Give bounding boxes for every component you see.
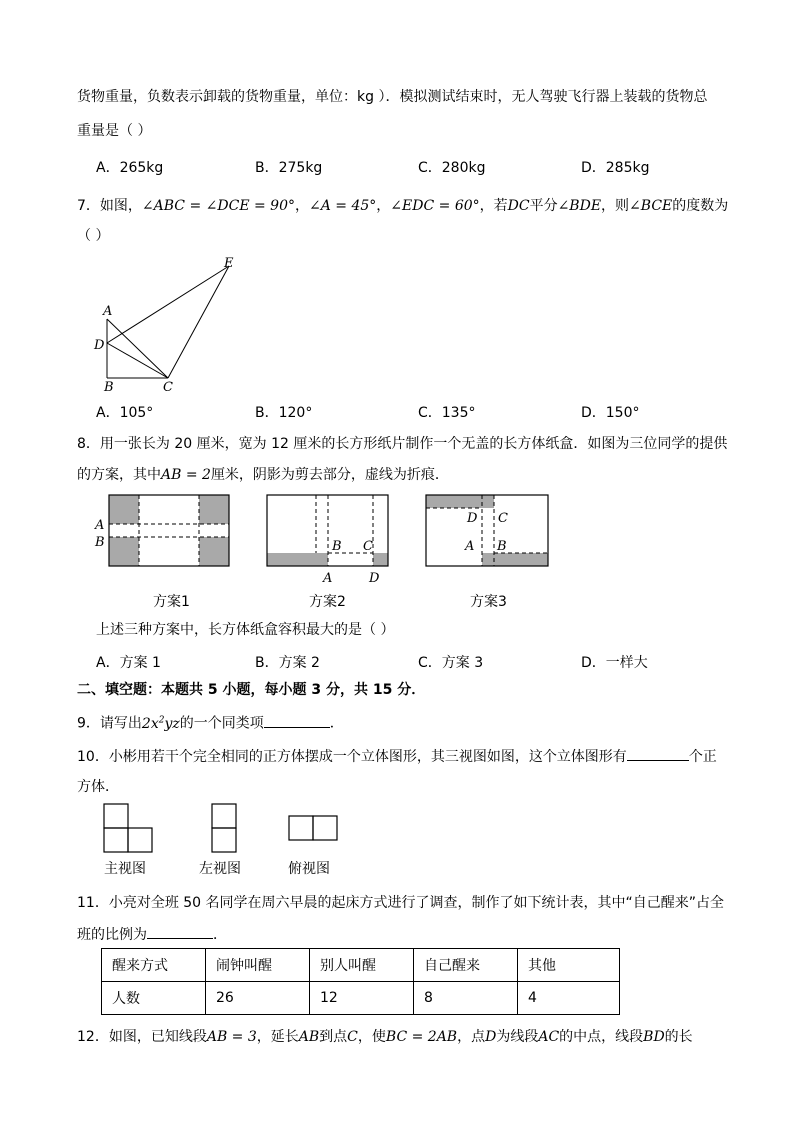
q7-line1	[77, 196, 728, 216]
q8-s3-label-d: D	[467, 511, 478, 526]
q7-label-a: A	[103, 304, 113, 319]
q12-ab3: AB = 3	[206, 1029, 257, 1045]
table-header-cell: 闹钟叫醒	[206, 949, 310, 982]
q10-answer-blank[interactable]	[627, 746, 689, 761]
table-header-cell: 醒来方式	[102, 949, 206, 982]
q10-line1	[77, 746, 717, 767]
q6-option-d: D．285kg	[581, 160, 650, 176]
q12-ac: AC	[538, 1029, 560, 1045]
q7-condition-edc: ∠EDC = 60°	[390, 198, 480, 214]
q12-bc: BC = 2AB	[385, 1029, 458, 1045]
q7-option-c: C．135°	[418, 405, 476, 421]
q7-dc: DC	[507, 198, 530, 214]
q9-text: 9．请写出	[77, 715, 142, 732]
q8-caption-2: 方案2	[309, 594, 346, 610]
q7-option-a: A．105°	[96, 405, 154, 421]
q9-text: 的一个同类项	[179, 715, 264, 732]
q10-text: 10．小彬用若干个完全相同的正方体摆成一个立体图形，其三视图如图，这个立体图形有	[77, 749, 627, 765]
q11-text: ．	[213, 927, 227, 943]
q9-answer-blank[interactable]	[264, 713, 330, 728]
q7-bce: ∠BCE	[629, 198, 673, 214]
table-cell: 26	[206, 982, 310, 1015]
q8-s2-label-d: D	[369, 571, 380, 586]
q8-option-a: A．方案 1	[96, 655, 161, 671]
q8-scheme2-figure	[262, 492, 398, 588]
table-header-cell: 别人叫醒	[310, 949, 414, 982]
q11-line2	[77, 924, 227, 945]
q7-figure	[88, 252, 248, 397]
q6-line2: 重量是（ ）	[77, 123, 152, 139]
q8-line2	[77, 465, 449, 485]
q11-stats-table	[101, 948, 620, 1015]
q10-left-view	[211, 803, 237, 853]
q7-bde: ∠BDE	[557, 198, 602, 214]
q10-front-view	[103, 803, 153, 853]
q8-question: 上述三种方案中，长方体纸盒容积最大的是（ ）	[96, 622, 395, 638]
q8-line1: 8．用一张长为 20 厘米，宽为 12 厘米的长方形纸片制作一个无盖的长方体纸盒．如图为三位同学的提供	[77, 436, 728, 452]
q12-text: 到点	[319, 1029, 348, 1045]
q7-option-b: B．120°	[255, 405, 313, 421]
table-header-row	[102, 949, 620, 982]
q7-number: 7．如图，	[77, 198, 142, 214]
q8-s3-label-c: C	[498, 511, 508, 526]
q8-caption-1: 方案1	[153, 594, 190, 610]
q9-text: ．	[329, 715, 344, 732]
q11-text: 班的比例为	[77, 927, 147, 943]
q7-label-e: E	[224, 256, 234, 271]
q7-option-d: D．150°	[581, 405, 640, 421]
q11-line1: 11．小亮对全班 50 名同学在周六早晨的起床方式进行了调查，制作了如下统计表，其中“自己醒来”占全	[77, 895, 725, 911]
q7-condition-a: ∠A = 45°	[309, 198, 377, 214]
q8-s2-label-b: B	[332, 539, 342, 554]
q7-label-d: D	[94, 338, 105, 353]
q8-text: 的方案，其中	[77, 467, 161, 483]
q7-condition-angles: ∠ABC = ∠DCE = 90°	[141, 198, 295, 214]
q10-caption-front: 主视图	[104, 861, 146, 877]
q9-line	[77, 710, 344, 734]
q12-text: ，延长	[256, 1029, 299, 1045]
table-cell: 人数	[102, 982, 206, 1015]
q12-text: ，使	[357, 1029, 386, 1045]
q12-bd: BD	[643, 1029, 665, 1045]
q6-option-c: C．280kg	[418, 160, 486, 176]
q7-text: 平分	[529, 198, 558, 214]
q12-text: 为线段	[496, 1029, 539, 1045]
q7-line2: （ ）	[77, 228, 110, 244]
q8-option-c: C．方案 3	[418, 655, 484, 671]
table-row	[102, 982, 620, 1015]
q12-text: ，点	[457, 1029, 486, 1045]
q8-text: 厘米，阴影为剪去部分，虚线为折痕．	[210, 467, 449, 483]
q9-expr-tail: yz	[164, 715, 180, 732]
q7-label-b: B	[104, 380, 114, 395]
q8-s2-label-c: C	[363, 539, 373, 554]
q11-answer-blank[interactable]	[147, 924, 213, 939]
q7-sep: ，	[295, 198, 309, 214]
q6-line1: 货物重量，负数表示卸载的货物重量，单位：kg ）．模拟测试结束时，无人驾驶飞行器上装载的货物总	[77, 89, 708, 105]
q8-s1-label-b: B	[95, 535, 105, 550]
q12-text: 12．如图，已知线段	[77, 1029, 207, 1045]
q10-top-view	[288, 815, 338, 841]
q10-line2: 方体．	[77, 779, 119, 795]
table-cell: 8	[414, 982, 518, 1015]
q8-scheme1-figure	[88, 492, 238, 574]
q10-caption-left: 左视图	[199, 861, 241, 877]
q12-text: 的中点，线段	[559, 1029, 644, 1045]
q12-c: C	[347, 1029, 358, 1045]
q12-ab: AB	[298, 1029, 320, 1045]
q8-s3-label-b: B	[497, 539, 507, 554]
q8-caption-3: 方案3	[470, 594, 507, 610]
q9-expr-base: 2x	[141, 715, 159, 732]
q7-text: ，若	[479, 198, 508, 214]
section-heading-fill-in: 二、填空题：本题共 5 小题，每小题 3 分，共 15 分．	[77, 682, 426, 698]
q10-text: 个正	[688, 749, 717, 765]
table-header-cell: 自己醒来	[414, 949, 518, 982]
q12-text: 的长	[664, 1029, 693, 1045]
q12-d: D	[485, 1029, 497, 1045]
q8-option-b: B．方案 2	[255, 655, 320, 671]
q7-sep: ，	[376, 198, 391, 214]
q9-expression	[142, 716, 180, 732]
q9-expr-exponent: 2	[158, 715, 165, 725]
q8-scheme3-figure	[420, 492, 554, 574]
q8-ab: AB = 2	[161, 467, 211, 483]
table-cell: 4	[518, 982, 620, 1015]
q7-text: ，则	[601, 198, 630, 214]
q8-s1-label-a: A	[95, 518, 105, 533]
q6-option-b: B．275kg	[255, 160, 323, 176]
q7-label-c: C	[163, 380, 173, 395]
q8-s3-label-a: A	[465, 539, 475, 554]
q6-option-a: A．265kg	[96, 160, 164, 176]
table-cell: 12	[310, 982, 414, 1015]
q12-line1	[77, 1027, 693, 1047]
q8-s2-label-a: A	[323, 571, 333, 586]
table-header-cell: 其他	[518, 949, 620, 982]
q10-caption-top: 俯视图	[288, 861, 330, 877]
q8-option-d: D．一样大	[581, 655, 648, 671]
q7-text: 的度数为	[672, 198, 729, 214]
